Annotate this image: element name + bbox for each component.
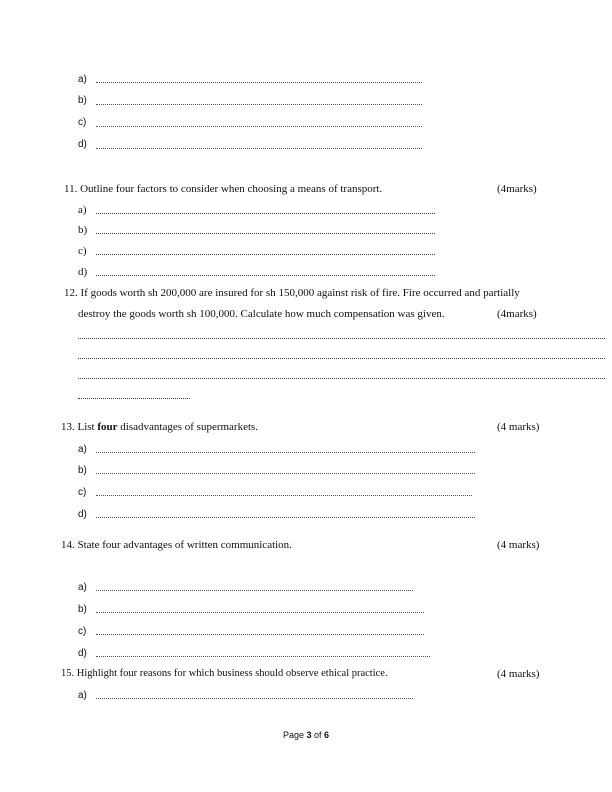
q11-marks: (4marks) [497,183,537,195]
q13-text-pre: 13. List [61,421,98,433]
q13-marks: (4 marks) [497,421,540,433]
q13-item-b-label: b) [78,465,87,476]
q13-item-c-label: c) [78,487,87,498]
q13-item-d-label: d) [78,509,87,520]
answer-line[interactable] [78,358,605,359]
q11-item-d-label: d) [78,266,88,278]
answer-line[interactable] [96,126,422,127]
q10-item-b-label: b) [78,95,87,106]
answer-line[interactable] [96,104,422,105]
q14-item-d-label: d) [78,648,87,659]
answer-line[interactable] [78,398,190,399]
q12-marks: (4marks) [497,308,537,320]
answer-line[interactable] [96,612,424,613]
answer-line[interactable] [78,378,605,379]
q14-marks: (4 marks) [497,539,540,551]
q10-item-d-label: d) [78,139,87,150]
answer-line[interactable] [96,656,430,657]
page-of: of [311,730,325,740]
answer-line[interactable] [96,698,413,699]
page-label: Page [282,730,307,740]
q14-item-b-label: b) [78,604,87,615]
q10-item-c-label: c) [78,117,87,128]
answer-line[interactable] [96,452,475,453]
q15-marks: (4 marks) [497,668,540,680]
page-number: 3 [306,730,312,740]
q14-text: 14. State four advantages of written communication. [61,539,292,551]
page-total: 6 [324,730,330,740]
q13-item-a-label: a) [78,444,87,455]
answer-line[interactable] [96,275,435,276]
answer-line[interactable] [96,473,475,474]
answer-line[interactable] [96,634,424,635]
answer-line[interactable] [96,213,435,214]
page-footer [0,730,612,740]
answer-line[interactable] [96,517,475,518]
q11-item-a-label: a) [78,204,87,216]
q13-text-post: disadvantages of supermarkets. [117,421,259,433]
q12-text-line2: destroy the goods worth sh 100,000. Calculate how much compensation was given. [78,308,445,320]
answer-line[interactable] [96,233,435,234]
q14-item-c-label: c) [78,626,87,637]
answer-line[interactable] [96,82,422,83]
answer-line[interactable] [78,338,605,339]
q15-item-a-label: a) [78,690,87,701]
answer-line[interactable] [96,495,472,496]
q11-item-b-label: b) [78,224,88,236]
answer-line[interactable] [96,254,435,255]
q14-item-a-label: a) [78,582,87,593]
q13-text-bold: four [97,421,118,433]
answer-line[interactable] [96,148,422,149]
q11-item-c-label: c) [78,245,87,257]
q12-text-line1: 12. If goods worth sh 200,000 are insured for sh 150,000 against risk of fire. Fire occurred and partially [64,287,520,299]
q15-text: 15. Highlight four reasons for which business should observe ethical practice. [61,668,388,679]
q11-text: 11. Outline four factors to consider when choosing a means of transport. [64,183,383,195]
q10-item-a-label: a) [78,74,87,85]
q13-text [61,420,258,434]
answer-line[interactable] [96,590,413,591]
